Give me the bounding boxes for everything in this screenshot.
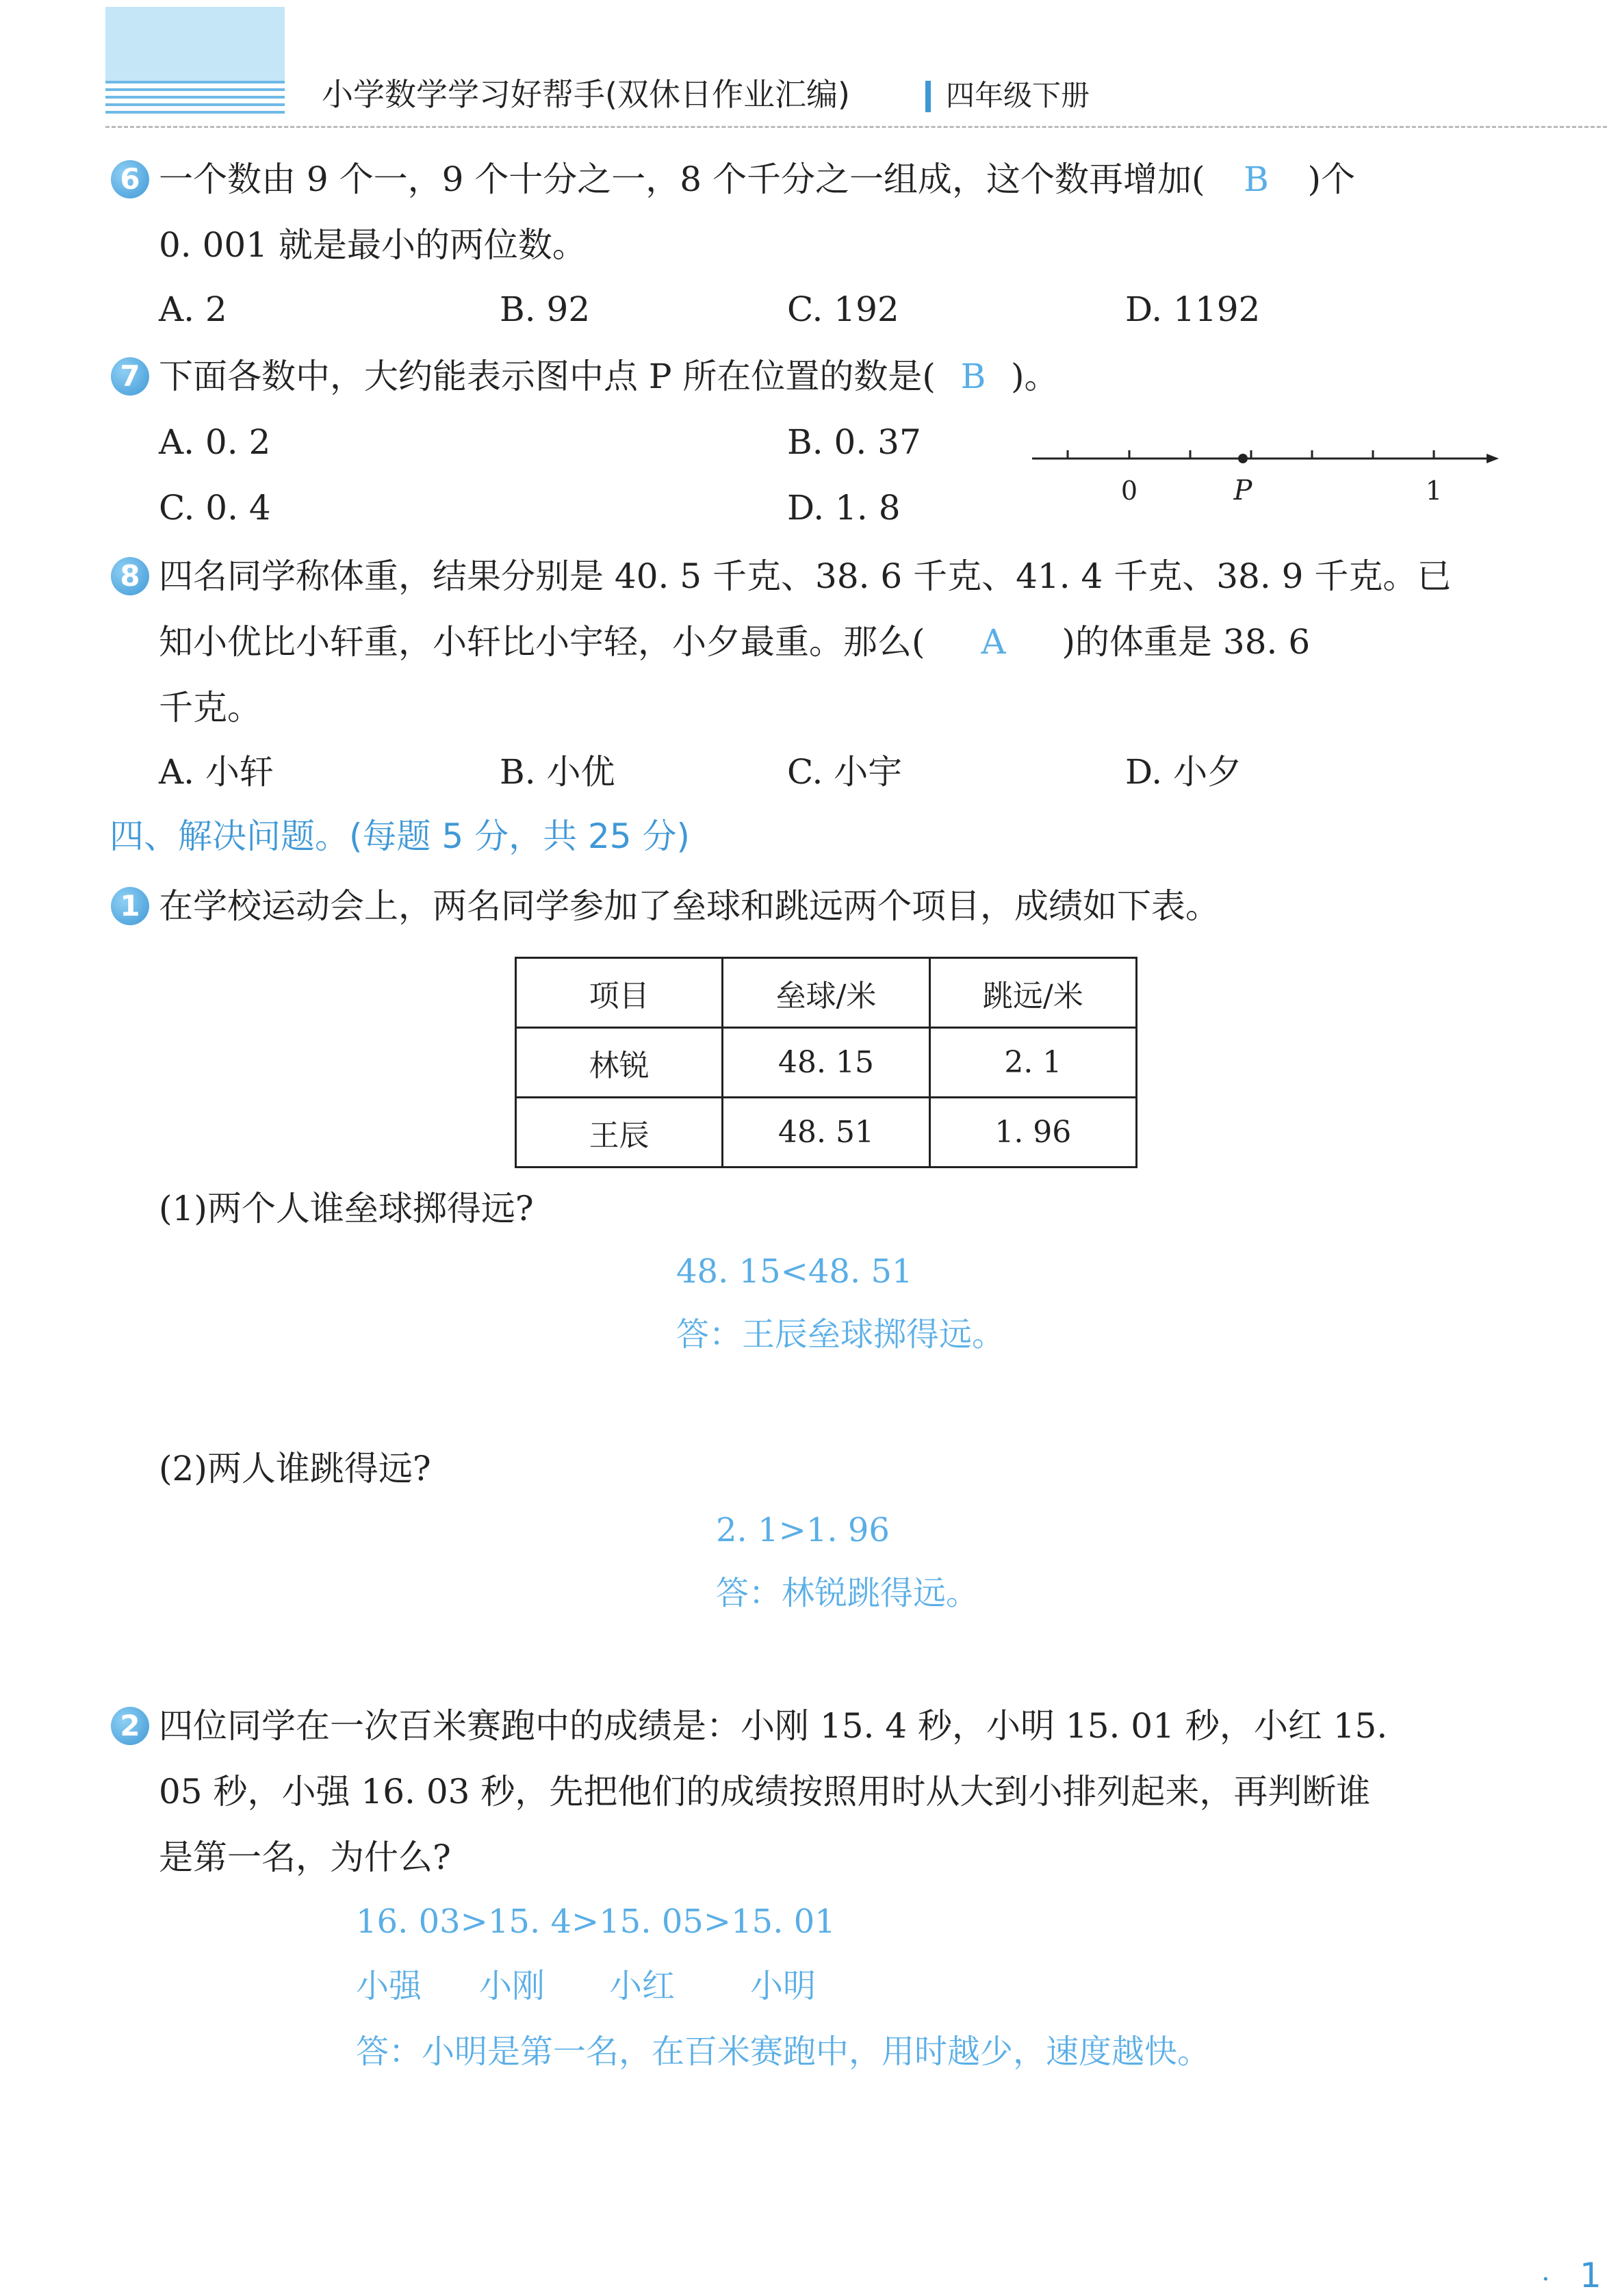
footer-dot: · [1541, 2264, 1550, 2295]
question-7-line1 [159, 356, 1058, 397]
header-dashed-rule [105, 126, 1607, 128]
question-8-line3: 千克。 [159, 688, 261, 727]
problem-1-text: 在学校运动会上，两名同学参加了垒球和跳远两个项目，成绩如下表。 [159, 886, 1220, 926]
score-table [515, 957, 1137, 1168]
table-cell: 1. 96 [929, 1098, 1136, 1168]
problem-2-name-4: 小明 [750, 1967, 817, 2005]
question-8-line1: 四名同学称体重，结果分别是 40. 5 千克、38. 6 千克、41. 4 千克、38. 9 千克。已 [159, 556, 1452, 596]
number-line [1027, 438, 1499, 513]
number-line-ticks [1068, 450, 1434, 459]
number-line-arrow [1487, 454, 1499, 463]
problem-1-sub1-work: 48. 15<48. 51 [676, 1252, 913, 1291]
problem-1-sub1-answer: 答：王辰垒球掷得远。 [676, 1315, 1005, 1354]
number-line-label-one: 1 [1425, 476, 1443, 506]
table-header-cell: 垒球/米 [723, 958, 929, 1028]
question-6-line2: 0. 001 就是最小的两位数。 [159, 225, 587, 265]
problem-1-sub2-answer: 答：林锐跳得远。 [716, 1574, 979, 1612]
question-7-option-c: C. 0. 4 [159, 488, 271, 528]
question-6-option-b: B. 92 [500, 289, 591, 329]
number-line-label-p: P [1233, 475, 1252, 506]
section-4-title: 四、解决问题。(每题 5 分，共 25 分) [110, 816, 691, 856]
problem-1-sub2-work: 2. 1>1. 96 [716, 1511, 890, 1549]
question-6-text-end: )个 [1307, 159, 1356, 199]
question-6-option-d: D. 1192 [1125, 289, 1261, 329]
header-divider [925, 81, 931, 112]
question-8-option-d: D. 小夕 [1125, 752, 1242, 792]
question-8-option-a: A. 小轩 [159, 752, 274, 792]
problem-2-name-1: 小强 [356, 1967, 422, 2005]
problem-2-name-2: 小刚 [479, 1967, 545, 2005]
question-7-badge: 7 [111, 357, 149, 396]
header-stripes [105, 81, 285, 115]
table-cell: 48. 15 [723, 1028, 929, 1098]
table-header-cell: 跳远/米 [929, 958, 1136, 1028]
question-7-option-d: D. 1. 8 [787, 488, 901, 528]
table-cell: 林锐 [516, 1028, 723, 1098]
question-8-text: 知小优比小轩重，小轩比小宇轻，小夕最重。那么( [159, 622, 925, 662]
header-grade: 四年级下册 [946, 79, 1090, 112]
problem-2-answer: 答：小明是第一名，在百米赛跑中，用时越少，速度越快。 [356, 2033, 1211, 2071]
problem-1-sub1-question: (1)两个人谁垒球掷得远? [159, 1189, 534, 1228]
problem-2-line2: 05 秒，小强 16. 03 秒，先把他们的成绩按照用时从大到小排列起来，再判断谁 [159, 1772, 1371, 1811]
question-6-option-a: A. 2 [159, 289, 227, 329]
table-row [516, 1028, 1137, 1098]
question-7-answer: B [960, 357, 986, 396]
question-6-option-c: C. 192 [787, 289, 899, 329]
problem-2-badge: 2 [111, 1707, 149, 1745]
header-title: 小学数学学习好帮手(双休日作业汇编) [322, 76, 850, 113]
question-7-option-b: B. 0. 37 [787, 422, 921, 462]
problem-1-badge: 1 [111, 887, 149, 925]
table-row [516, 1098, 1137, 1168]
table-header-row [516, 958, 1137, 1028]
number-line-label-zero: 0 [1120, 476, 1138, 506]
page-number: 1 [1580, 2256, 1602, 2295]
question-8-option-c: C. 小宇 [787, 752, 903, 792]
question-8-answer: A [981, 622, 1006, 662]
problem-2-work: 16. 03>15. 4>15. 05>15. 01 [356, 1902, 836, 1941]
problem-2-line1: 四位同学在一次百米赛跑中的成绩是：小刚 15. 4 秒，小明 15. 01 秒，小红 15. [159, 1706, 1388, 1746]
question-8-line2 [159, 621, 1310, 662]
point-p-marker [1238, 454, 1248, 463]
table-cell: 2. 1 [929, 1028, 1136, 1098]
question-6-answer: B [1244, 159, 1269, 199]
table-header-cell: 项目 [516, 958, 723, 1028]
table-cell: 48. 51 [723, 1098, 929, 1168]
question-8-text-end: )的体重是 38. 6 [1062, 622, 1311, 662]
problem-2-line3: 是第一名，为什么? [159, 1837, 451, 1877]
question-8-option-b: B. 小优 [500, 752, 615, 792]
question-7-text-end: )。 [1010, 357, 1059, 396]
question-7-text: 下面各数中，大约能表示图中点 P 所在位置的数是( [159, 357, 936, 396]
question-6-text: 一个数由 9 个一，9 个十分之一，8 个千分之一组成，这个数再增加( [159, 159, 1205, 199]
table-cell: 王辰 [516, 1098, 723, 1168]
question-6-line1 [159, 159, 1355, 200]
question-7-option-a: A. 0. 2 [159, 422, 271, 462]
problem-2-name-3: 小红 [609, 1967, 676, 2005]
problem-1-sub2-question: (2)两人谁跳得远? [159, 1449, 431, 1488]
question-8-badge: 8 [111, 557, 149, 595]
question-6-badge: 6 [111, 160, 149, 198]
